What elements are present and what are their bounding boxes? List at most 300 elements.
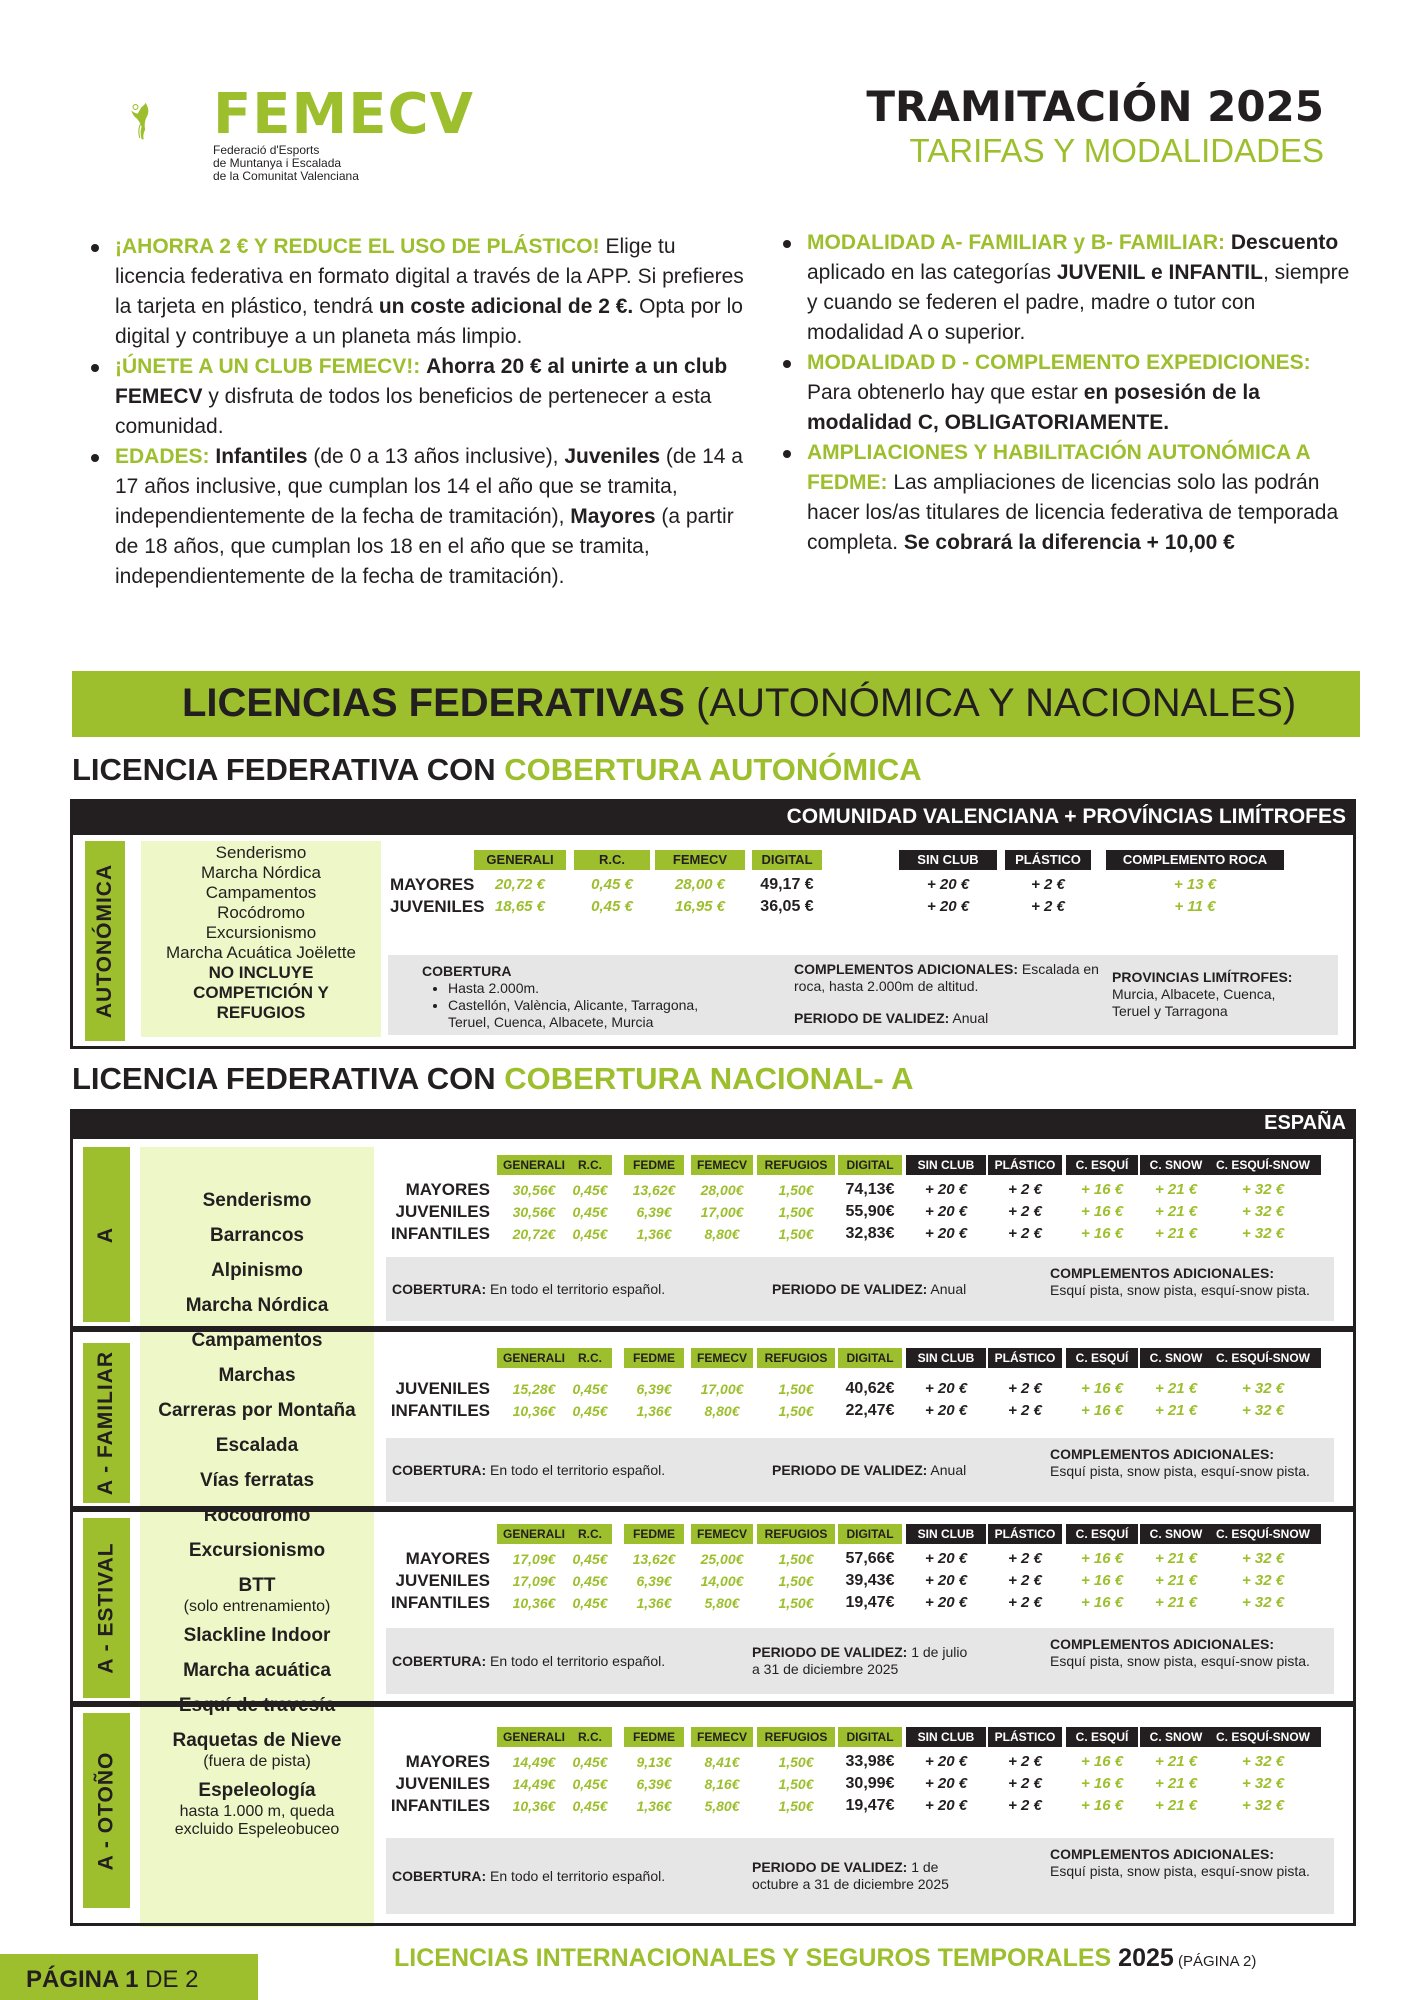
price-cell: 0,45€ <box>572 1226 608 1242</box>
price-cell: 8,41€ <box>704 1754 740 1770</box>
logo-sub-3: de la Comunitat Valenciana <box>213 169 359 183</box>
no-incluye-note: NO INCLUYE COMPETICIÓN Y REFUGIOS <box>193 963 329 1022</box>
price-cell: 28,00€ <box>700 1182 744 1198</box>
extra-cell: + 20 € <box>926 898 970 915</box>
col-header: C. SNOW <box>1140 1524 1212 1544</box>
price-cell: 30,56€ <box>512 1204 556 1220</box>
activity-item: Vías ferratas <box>199 1470 315 1491</box>
activity-item: Senderismo <box>215 843 307 862</box>
col-header: SIN CLUB <box>906 1155 986 1175</box>
activity-item: Marcha Nórdica <box>201 863 321 882</box>
price-cell: 0,45€ <box>572 1754 608 1770</box>
price-cell: 15,28€ <box>512 1381 556 1397</box>
price-cell: 49,17 € <box>760 876 814 893</box>
price-cell: 0,45€ <box>572 1798 608 1814</box>
price-cell: 19,47€ <box>845 1594 895 1611</box>
periodo-text <box>772 1257 992 1321</box>
nacional-block-label <box>83 1147 130 1322</box>
activity-item: Esquí de travesía <box>178 1695 336 1716</box>
price-cell: 10,36€ <box>512 1403 556 1419</box>
price-cell: 1,50€ <box>778 1551 814 1567</box>
price-cell: 36,05 € <box>760 898 814 915</box>
extra-cell: + 21 € <box>1154 1380 1198 1397</box>
extra-cell: + 2 € <box>1008 1797 1042 1814</box>
activity-item: Barrancos <box>210 1225 304 1246</box>
col-header: REFUGIOS <box>757 1155 835 1175</box>
extra-cell: + 20 € <box>924 1203 968 1220</box>
extra-cell: + 20 € <box>924 1380 968 1397</box>
extra-cell: + 2 € <box>1008 1181 1042 1198</box>
periodo-value: 1 de julio a 31 de diciembre 2025 <box>752 1644 968 1677</box>
col-header: GENERALI <box>497 1348 571 1368</box>
complementos-value: Esquí pista, snow pista, esquí-snow pista. <box>1050 1282 1310 1298</box>
info-list-right <box>777 228 1357 558</box>
price-cell: 55,90€ <box>845 1203 895 1220</box>
row-label: JUVENILES <box>390 897 485 916</box>
price-cell: 33,98€ <box>845 1753 895 1770</box>
activity-item: Marcha Nórdica <box>185 1295 329 1316</box>
autonomica-price-table <box>390 850 1290 930</box>
extra-cell: + 2 € <box>1008 1775 1042 1792</box>
col-header: C. ESQUÍ-SNOW <box>1205 1524 1321 1544</box>
extra-cell: + 32 € <box>1241 1181 1285 1198</box>
price-cell: 40,62€ <box>845 1380 895 1397</box>
price-cell: 6,39€ <box>636 1204 672 1220</box>
activity-item: Senderismo <box>202 1190 312 1211</box>
activity-item: Rocódromo <box>217 903 305 922</box>
extra-cell: + 16 € <box>1080 1797 1124 1814</box>
activity-note: (solo entrenamiento) <box>183 1598 331 1615</box>
col-header: DIGITAL <box>838 1155 902 1175</box>
periodo-text <box>752 1838 972 1914</box>
price-cell: 32,83€ <box>845 1225 895 1242</box>
cobertura-label: COBERTURA: <box>392 1461 487 1478</box>
extra-cell: + 2 € <box>1008 1380 1042 1397</box>
section-title-autonomica: LICENCIA FEDERATIVA CON COBERTURA AUTONÓMICA <box>72 752 922 787</box>
row-label: MAYORES <box>390 875 475 894</box>
col-header: R.C. <box>574 850 650 870</box>
extra-cell: + 20 € <box>924 1572 968 1589</box>
complementos-label: COMPLEMENTOS ADICIONALES: <box>1050 1846 1275 1862</box>
activity-note: (fuera de pista) <box>203 1753 311 1770</box>
price-cell: 1,50€ <box>778 1776 814 1792</box>
extra-cell: + 16 € <box>1080 1594 1124 1611</box>
col-header: PLÁSTICO <box>988 1348 1062 1368</box>
extra-cell: + 32 € <box>1241 1753 1285 1770</box>
extra-cell: + 21 € <box>1154 1225 1198 1242</box>
autonomica-activities <box>141 841 381 1037</box>
price-cell: 13,62€ <box>632 1182 676 1198</box>
nacional-info-box <box>386 1838 1334 1914</box>
cobertura-text <box>392 1628 752 1694</box>
price-cell: 1,50€ <box>778 1595 814 1611</box>
price-cell: 39,43€ <box>845 1572 895 1589</box>
nacional-block-label <box>83 1518 130 1698</box>
row-label: INFANTILES <box>390 1224 490 1243</box>
activity-item: Excursionismo <box>205 923 317 942</box>
extra-cell: + 16 € <box>1080 1572 1124 1589</box>
col-header: FEDME <box>624 1524 684 1544</box>
col-header: R.C. <box>568 1524 612 1544</box>
extra-cell: + 32 € <box>1241 1572 1285 1589</box>
price-cell: 10,36€ <box>512 1595 556 1611</box>
extra-cell: + 21 € <box>1154 1775 1198 1792</box>
cobertura-label: COBERTURA: <box>392 1280 487 1297</box>
complementos-text <box>1050 1265 1310 1321</box>
extra-cell: + 20 € <box>924 1402 968 1419</box>
price-cell: 10,36€ <box>512 1798 556 1814</box>
activity-item: Excursionismo <box>188 1540 326 1561</box>
row-label: INFANTILES <box>390 1401 490 1420</box>
extra-cell: + 2 € <box>1031 876 1065 893</box>
extra-cell: + 16 € <box>1080 1775 1124 1792</box>
price-cell: 25,00€ <box>700 1551 744 1567</box>
price-cell: 1,50€ <box>778 1798 814 1814</box>
price-cell: 1,50€ <box>778 1226 814 1242</box>
extra-cell: + 32 € <box>1241 1380 1285 1397</box>
price-cell: 17,09€ <box>512 1551 556 1567</box>
complementos-label: COMPLEMENTOS ADICIONALES: <box>1050 1265 1275 1281</box>
price-cell: 1,50€ <box>778 1182 814 1198</box>
extra-cell: + 32 € <box>1241 1594 1285 1611</box>
price-cell: 6,39€ <box>636 1573 672 1589</box>
block-label-text: A - ESTIVAL <box>94 1542 118 1674</box>
price-cell: 0,45 € <box>591 898 633 915</box>
extra-cell: + 20 € <box>924 1775 968 1792</box>
price-cell: 14,49€ <box>512 1754 556 1770</box>
extra-cell: + 21 € <box>1154 1203 1198 1220</box>
extra-cell: + 2 € <box>1008 1594 1042 1611</box>
col-header: C. SNOW <box>1140 1348 1212 1368</box>
activity-item: Campamentos <box>205 883 317 902</box>
logo-sub-2: de Muntanya i Escalada <box>213 156 342 170</box>
col-header: DIGITAL <box>838 1348 902 1368</box>
price-cell: 1,50€ <box>778 1754 814 1770</box>
price-cell: 1,50€ <box>778 1381 814 1397</box>
cobertura-text <box>392 1838 752 1914</box>
extra-cell: + 21 € <box>1154 1572 1198 1589</box>
price-cell: 1,50€ <box>778 1204 814 1220</box>
block-label-text: A <box>94 1226 118 1243</box>
price-cell: 1,36€ <box>636 1595 672 1611</box>
col-header: FEMECV <box>691 1155 753 1175</box>
row-label: MAYORES <box>405 1752 490 1771</box>
col-header: PLÁSTICO <box>988 1727 1062 1747</box>
price-cell: 13,62€ <box>632 1551 676 1567</box>
extra-cell: + 20 € <box>924 1594 968 1611</box>
cobertura-text <box>392 1438 752 1502</box>
info-list-left <box>85 232 745 592</box>
price-cell: 0,45€ <box>572 1776 608 1792</box>
row-label: JUVENILES <box>395 1379 490 1398</box>
cobertura-value: En todo el territorio español. <box>486 1867 666 1884</box>
col-header: R.C. <box>568 1727 612 1747</box>
price-cell: 17,00€ <box>700 1381 744 1397</box>
extra-cell: + 2 € <box>1008 1203 1042 1220</box>
price-cell: 6,39€ <box>636 1381 672 1397</box>
activity-item: Campamentos <box>191 1330 323 1351</box>
col-header: FEMECV <box>655 850 745 870</box>
price-cell: 0,45€ <box>572 1595 608 1611</box>
price-cell: 0,45€ <box>572 1403 608 1419</box>
periodo-value: Anual <box>927 1280 967 1297</box>
col-header: REFUGIOS <box>757 1524 835 1544</box>
cobertura-label: COBERTURA: <box>392 1867 487 1884</box>
col-header: REFUGIOS <box>757 1348 835 1368</box>
periodo-text <box>772 1438 992 1502</box>
col-header: COMPLEMENTO ROCA <box>1106 850 1284 870</box>
price-cell: 19,47€ <box>845 1797 895 1814</box>
price-cell: 22,47€ <box>845 1402 895 1419</box>
price-cell: 6,39€ <box>636 1776 672 1792</box>
extra-cell: + 32 € <box>1241 1797 1285 1814</box>
price-cell: 1,36€ <box>636 1403 672 1419</box>
nacional-info-box <box>386 1438 1334 1502</box>
col-header: C. SNOW <box>1140 1727 1212 1747</box>
extra-cell: + 13 € <box>1173 876 1217 893</box>
page-indicator: PÁGINA 1 DE 2 <box>0 1954 258 2000</box>
femecv-logo-figure <box>130 50 210 190</box>
extra-cell: + 20 € <box>924 1797 968 1814</box>
periodo-label: PERIODO DE VALIDEZ: <box>752 1644 908 1660</box>
col-header: GENERALI <box>497 1155 571 1175</box>
autonomica-info-box <box>388 955 1338 1035</box>
autonomica-bar: COMUNIDAD VALENCIANA + PROVÍNCIAS LIMÍTROFES <box>70 799 1356 835</box>
price-cell: 18,65 € <box>494 898 546 915</box>
price-cell: 0,45€ <box>572 1182 608 1198</box>
col-header: SIN CLUB <box>906 1727 986 1747</box>
price-cell: 14,49€ <box>512 1776 556 1792</box>
nacional-info-box <box>386 1257 1334 1321</box>
extra-cell: + 16 € <box>1080 1550 1124 1567</box>
col-header: C. ESQUÍ <box>1066 1524 1138 1544</box>
price-cell: 20,72€ <box>512 1226 556 1242</box>
row-label: MAYORES <box>405 1180 490 1199</box>
price-cell: 1,36€ <box>636 1798 672 1814</box>
autonomica-label: AUTONÓMICA <box>85 841 125 1041</box>
col-header: FEMECV <box>691 1524 753 1544</box>
col-header: R.C. <box>568 1155 612 1175</box>
complementos-value: Esquí pista, snow pista, esquí-snow pista. <box>1050 1863 1310 1879</box>
price-cell: 74,13€ <box>845 1181 895 1198</box>
col-header: C. ESQUÍ <box>1066 1155 1138 1175</box>
price-cell: 20,72 € <box>494 876 546 893</box>
extra-cell: + 2 € <box>1008 1225 1042 1242</box>
extra-cell: + 16 € <box>1080 1181 1124 1198</box>
col-header: FEDME <box>624 1348 684 1368</box>
extra-cell: + 32 € <box>1241 1402 1285 1419</box>
block-label-text: A - FAMILIAR <box>94 1350 118 1496</box>
price-cell: 8,80€ <box>704 1403 740 1419</box>
extra-cell: + 16 € <box>1080 1203 1124 1220</box>
col-header: C. ESQUÍ <box>1066 1348 1138 1368</box>
extra-cell: + 16 € <box>1080 1753 1124 1770</box>
activity-item: Alpinismo <box>211 1260 303 1281</box>
logo-sub-1: Federació d'Esports <box>213 143 320 157</box>
row-label: MAYORES <box>405 1549 490 1568</box>
extra-cell: + 16 € <box>1080 1225 1124 1242</box>
activity-item: Raquetas de Nieve <box>172 1730 342 1751</box>
extra-cell: + 21 € <box>1154 1402 1198 1419</box>
logo-name: FEMECV <box>213 82 474 147</box>
autonomica-complementos: COMPLEMENTOS ADICIONALES: Escalada en roca, hasta 2.000m de altitud. <box>794 961 1099 994</box>
activity-item: Marcha acuática <box>183 1660 331 1681</box>
extra-cell: + 2 € <box>1031 898 1065 915</box>
nacional-block-label <box>83 1343 130 1503</box>
col-header: DIGITAL <box>838 1727 902 1747</box>
col-header: DIGITAL <box>838 1524 902 1544</box>
extra-cell: + 20 € <box>924 1181 968 1198</box>
price-cell: 1,36€ <box>636 1226 672 1242</box>
price-cell: 5,80€ <box>704 1798 740 1814</box>
block-label-text: A - OTOÑO <box>94 1751 118 1870</box>
col-header: R.C. <box>568 1348 612 1368</box>
price-cell: 17,09€ <box>512 1573 556 1589</box>
autonomica-periodo: PERIODO DE VALIDEZ: Anual <box>794 1010 989 1026</box>
extra-cell: + 21 € <box>1154 1753 1198 1770</box>
extra-cell: + 16 € <box>1080 1380 1124 1397</box>
price-cell: 8,16€ <box>704 1776 740 1792</box>
col-header: FEMECV <box>691 1348 753 1368</box>
extra-cell: + 16 € <box>1080 1402 1124 1419</box>
price-cell: 0,45€ <box>572 1573 608 1589</box>
extra-cell: + 20 € <box>924 1753 968 1770</box>
col-header: C. SNOW <box>1140 1155 1212 1175</box>
extra-cell: + 2 € <box>1008 1402 1042 1419</box>
row-label: INFANTILES <box>390 1796 490 1815</box>
col-header: SIN CLUB <box>906 1348 986 1368</box>
row-label: INFANTILES <box>390 1593 490 1612</box>
periodo-value: Anual <box>927 1461 967 1478</box>
complementos-text <box>1050 1446 1310 1502</box>
activity-item: Escalada <box>215 1435 299 1456</box>
activity-item: Rocódromo <box>203 1505 311 1526</box>
col-header: C. ESQUÍ-SNOW <box>1205 1348 1321 1368</box>
price-cell: 8,80€ <box>704 1226 740 1242</box>
col-header: GENERALI <box>497 1727 571 1747</box>
extra-cell: + 21 € <box>1154 1181 1198 1198</box>
activity-item: BTT <box>238 1575 276 1596</box>
cobertura-value: En todo el territorio español. <box>486 1461 666 1478</box>
cobertura-label: COBERTURA: <box>392 1652 487 1669</box>
page-subtitle: TARIFAS Y MODALIDADES <box>909 132 1324 169</box>
cobertura-text <box>392 1257 752 1321</box>
section-banner-title: LICENCIAS FEDERATIVAS (AUTONÓMICA Y NACIONALES) <box>182 681 1297 725</box>
col-header: GENERALI <box>474 850 566 870</box>
row-label: JUVENILES <box>395 1571 490 1590</box>
col-header: FEDME <box>624 1727 684 1747</box>
row-label: JUVENILES <box>395 1774 490 1793</box>
extra-cell: + 32 € <box>1241 1203 1285 1220</box>
price-cell: 30,56€ <box>512 1182 556 1198</box>
complementos-text <box>1050 1636 1310 1694</box>
nacional-block-label <box>83 1713 130 1908</box>
page-title: TRAMITACIÓN 2025 <box>866 82 1324 131</box>
next-page-note: LICENCIAS INTERNACIONALES Y SEGUROS TEMPORALES 2025 (PÁGINA 2) <box>394 1944 1257 1972</box>
extra-cell: + 20 € <box>926 876 970 893</box>
col-header: PLÁSTICO <box>988 1155 1062 1175</box>
cobertura-value: En todo el territorio español. <box>486 1652 666 1669</box>
autonomica-cobertura: COBERTURA • Hasta 2.000m. • Castellón, València, Alicante, Tarragona, Teruel, Cuenca, Albacete, Murcia <box>422 963 742 1031</box>
extra-cell: + 32 € <box>1241 1225 1285 1242</box>
periodo-text <box>752 1628 972 1694</box>
nacional-bar: ESPAÑA <box>70 1109 1356 1139</box>
extra-cell: + 2 € <box>1008 1572 1042 1589</box>
price-cell: 0,45€ <box>572 1381 608 1397</box>
info-item-plastic: ¡AHORRA 2 € Y REDUCE EL USO DE PLÁSTICO! Elige tu licencia federativa en formato digital a través de la APP. Si prefieres la tarjeta en plástico, tendrá un coste adicional de 2 €. Opta por lo digital y contribuye a un planeta más limpio. <box>85 232 745 352</box>
col-header: GENERALI <box>497 1524 571 1544</box>
complementos-label: COMPLEMENTOS ADICIONALES: <box>1050 1636 1275 1652</box>
complementos-text <box>1050 1846 1310 1914</box>
extra-cell: + 11 € <box>1174 898 1216 915</box>
periodo-value: 1 de octubre a 31 de diciembre 2025 <box>752 1859 949 1892</box>
section-title-nacional: LICENCIA FEDERATIVA CON COBERTURA NACIONAL- A <box>72 1061 914 1096</box>
activity-item: Slackline Indoor <box>183 1625 331 1646</box>
price-cell: 28,00 € <box>674 876 726 893</box>
price-cell: 16,95 € <box>674 898 726 915</box>
info-item-ampliaciones: AMPLIACIONES Y HABILITACIÓN AUTONÓMICA A FEDME: Las ampliaciones de licencias solo las podrán hacer los/as titulares de licencia federativa de temporada completa. Se cobrará la diferencia + 10,00 € <box>777 438 1357 558</box>
price-cell: 30,99€ <box>845 1775 895 1792</box>
extra-cell: + 2 € <box>1008 1753 1042 1770</box>
col-header: FEDME <box>624 1155 684 1175</box>
col-header: C. ESQUÍ-SNOW <box>1205 1155 1321 1175</box>
extra-cell: + 20 € <box>924 1550 968 1567</box>
activity-item: Espeleología <box>198 1780 316 1801</box>
price-cell: 57,66€ <box>845 1550 895 1567</box>
periodo-label: PERIODO DE VALIDEZ: <box>772 1280 928 1297</box>
price-cell: 14,00€ <box>700 1573 744 1589</box>
autonomica-provincias: PROVINCIAS LIMÍTROFES: Murcia, Albacete, Cuenca, Teruel y Tarragona <box>1112 969 1293 1019</box>
price-cell: 1,50€ <box>778 1403 814 1419</box>
cobertura-value: En todo el territorio español. <box>486 1280 666 1297</box>
info-item-club: ¡ÚNETE A UN CLUB FEMECV!: Ahorra 20 € al unirte a un club FEMECV y disfruta de todos los beneficios de pertenecer a esta comunidad. <box>85 352 745 442</box>
complementos-value: Esquí pista, snow pista, esquí-snow pista. <box>1050 1653 1310 1669</box>
activity-note: hasta 1.000 m, queda excluido Espeleobuceo <box>174 1803 340 1838</box>
info-item-ages: EDADES: Infantiles (de 0 a 13 años inclusive), Juveniles (de 14 a 17 años inclusive, que cumplan los 14 el año que se tramita, independientemente de la fecha de tramitación), Mayores (a partir de 18 años, que cumplan los 18 en el año que se tramita, independientemente de la fecha de tramitación). <box>85 442 745 592</box>
col-header: SIN CLUB <box>899 850 997 870</box>
col-header: FEMECV <box>691 1727 753 1747</box>
price-cell: 0,45 € <box>591 876 633 893</box>
extra-cell: + 21 € <box>1154 1594 1198 1611</box>
col-header: C. ESQUÍ <box>1066 1727 1138 1747</box>
extra-cell: + 2 € <box>1008 1550 1042 1567</box>
info-item-expediciones: MODALIDAD D - COMPLEMENTO EXPEDICIONES: Para obtenerlo hay que estar en posesión de la modalidad C, OBLIGATORIAMENTE. <box>777 348 1357 438</box>
periodo-label: PERIODO DE VALIDEZ: <box>772 1461 928 1478</box>
complementos-label: COMPLEMENTOS ADICIONALES: <box>1050 1446 1275 1462</box>
extra-cell: + 21 € <box>1154 1550 1198 1567</box>
extra-cell: + 21 € <box>1154 1797 1198 1814</box>
price-cell: 17,00€ <box>700 1204 744 1220</box>
row-label: JUVENILES <box>395 1202 490 1221</box>
activity-item: Marchas <box>218 1365 296 1386</box>
complementos-value: Esquí pista, snow pista, esquí-snow pista. <box>1050 1463 1310 1479</box>
col-header: C. ESQUÍ-SNOW <box>1205 1727 1321 1747</box>
price-cell: 9,13€ <box>636 1754 672 1770</box>
price-cell: 0,45€ <box>572 1204 608 1220</box>
col-header: DIGITAL <box>752 850 822 870</box>
price-cell: 5,80€ <box>704 1595 740 1611</box>
info-item-familiar: MODALIDAD A- FAMILIAR y B- FAMILIAR: Descuento aplicado en las categorías JUVENIL e INFANTIL, siempre y cuando se federen el padre, madre o tutor con modalidad A o superior. <box>777 228 1357 348</box>
price-cell: 0,45€ <box>572 1551 608 1567</box>
extra-cell: + 20 € <box>924 1225 968 1242</box>
periodo-label: PERIODO DE VALIDEZ: <box>752 1859 908 1875</box>
extra-cell: + 32 € <box>1241 1550 1285 1567</box>
col-header: PLÁSTICO <box>1005 850 1091 870</box>
activity-item: Carreras por Montaña <box>158 1400 356 1421</box>
nacional-info-box <box>386 1628 1334 1694</box>
activity-item: Marcha Acuática Joëlette <box>166 943 356 962</box>
price-cell: 1,50€ <box>778 1573 814 1589</box>
